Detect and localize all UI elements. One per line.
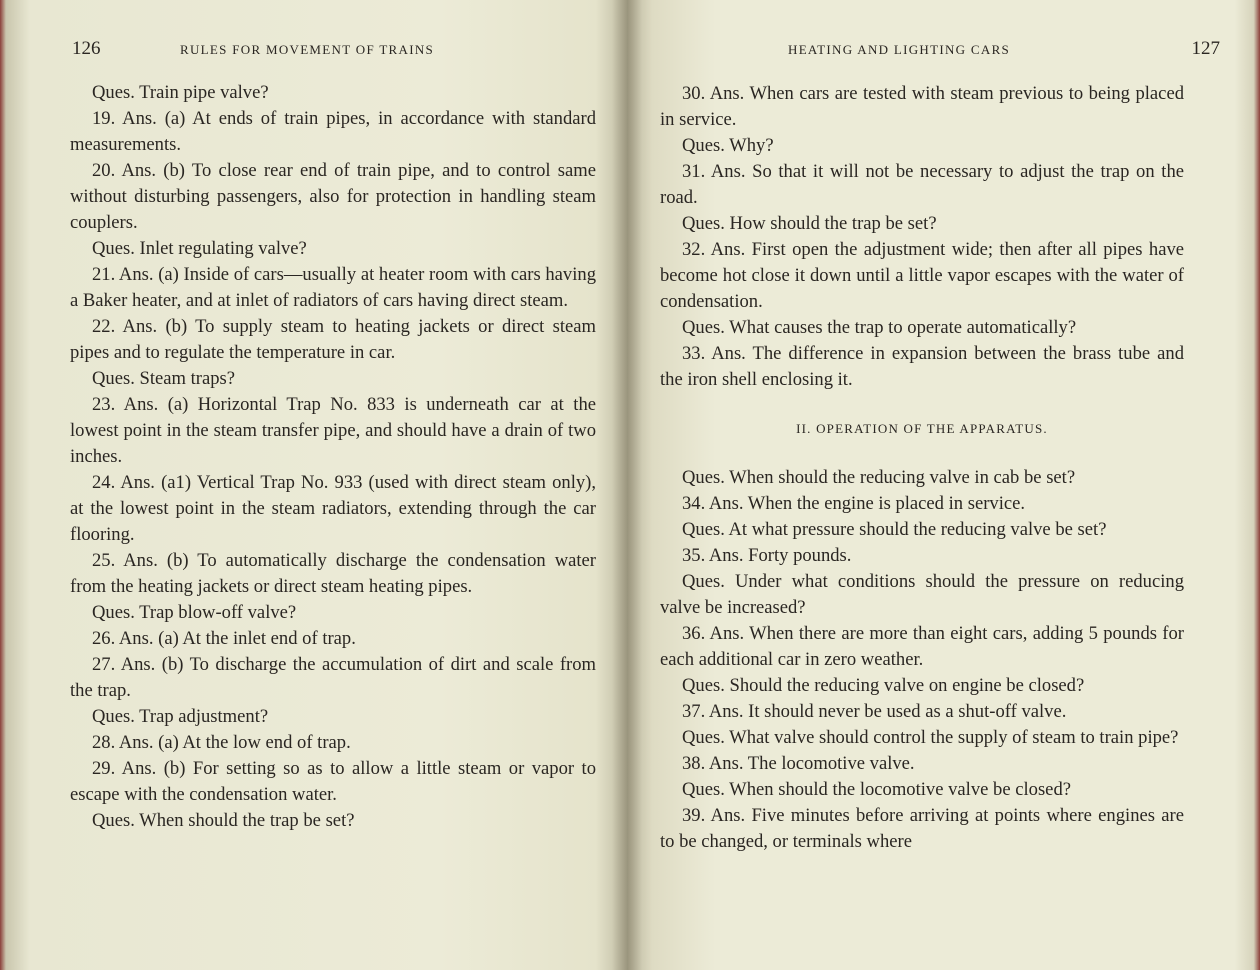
left-page-body [70, 80, 596, 834]
running-head-left: RULES FOR MOVEMENT OF TRAINS [180, 42, 435, 57]
paragraph: Ques. When should the trap be set? [92, 810, 355, 831]
paragraph: 23. Ans. (a) Horizontal Trap No. 833 is underneath car at the lowest point in the steam transfer pipe, and should have a drain of two inches. [70, 394, 596, 467]
running-head-right: HEATING AND LIGHTING CARS [788, 42, 1011, 57]
paragraph: 26. Ans. (a) At the inlet end of trap. [92, 628, 356, 649]
paragraph: 34. Ans. When the engine is placed in service. [682, 493, 1026, 514]
paragraph: Ques. When should the locomotive valve be closed? [682, 779, 1071, 800]
paragraph: 21. Ans. (a) Inside of cars—usually at heater room with cars having a Baker heater, and at inlet of radiators of cars having direct steam. [70, 264, 596, 311]
page-number-left: 126 [72, 38, 101, 59]
paragraph: Ques. Why? [682, 135, 774, 156]
paragraph: Ques. Trap adjustment? [92, 706, 269, 727]
paragraph: Ques. What valve should control the supply of steam to train pipe? [682, 727, 1179, 748]
paragraph: 19. Ans. (a) At ends of train pipes, in accordance with standard measurements. [70, 108, 596, 155]
paragraph: Ques. How should the trap be set? [682, 213, 937, 234]
paragraph: Ques. Under what conditions should the pressure on reducing valve be increased? [660, 571, 1184, 618]
paragraph: 30. Ans. When cars are tested with steam previous to being placed in service. [660, 83, 1184, 130]
paragraph: 20. Ans. (b) To close rear end of train pipe, and to control same without disturbing passengers, also for protection in handling steam couplers. [70, 160, 596, 233]
paragraph: 32. Ans. First open the adjustment wide; then after all pipes have become hot close it down until a little vapor escapes with the water of condensation. [660, 239, 1184, 312]
paragraph: 27. Ans. (b) To discharge the accumulation of dirt and scale from the trap. [70, 654, 596, 701]
paragraph: Ques. Inlet regulating valve? [92, 238, 307, 259]
paragraph: 36. Ans. When there are more than eight cars, adding 5 pounds for each additional car in zero weather. [660, 623, 1184, 670]
paragraph: 35. Ans. Forty pounds. [682, 545, 852, 566]
paragraph: 25. Ans. (b) To automatically discharge the condensation water from the heating jackets or direct steam heating pipes. [70, 550, 596, 597]
paragraph: Ques. At what pressure should the reducing valve be set? [682, 519, 1107, 540]
page-number-right: 127 [1191, 38, 1220, 59]
section-heading: II. OPERATION OF THE APPARATUS. [796, 421, 1048, 436]
paragraph: 33. Ans. The difference in expansion between the brass tube and the iron shell enclosing it. [660, 343, 1184, 390]
right-page-header [660, 38, 1220, 62]
paragraph: Ques. Should the reducing valve on engine be closed? [682, 675, 1085, 696]
paragraph: 28. Ans. (a) At the low end of trap. [92, 732, 351, 753]
paragraph: Ques. Trap blow-off valve? [92, 602, 297, 623]
right-page-body [660, 81, 1184, 855]
right-page [627, 0, 1260, 970]
paragraph: 24. Ans. (a1) Vertical Trap No. 933 (used with direct steam only), at the lowest point in the steam radiators, extending through the car flooring. [70, 472, 596, 545]
paragraph: 22. Ans. (b) To supply steam to heating jackets or direct steam pipes and to regulate the temperature in car. [70, 316, 596, 363]
paragraph: Ques. Train pipe valve? [92, 82, 269, 103]
paragraph: 38. Ans. The locomotive valve. [682, 753, 915, 774]
paragraph: 29. Ans. (b) For setting so as to allow a little steam or vapor to escape with the condensation water. [70, 758, 596, 805]
left-page [0, 0, 627, 970]
paragraph: 37. Ans. It should never be used as a shut-off valve. [682, 701, 1067, 722]
paragraph: 31. Ans. So that it will not be necessary to adjust the trap on the road. [660, 161, 1184, 208]
paragraph: Ques. Steam traps? [92, 368, 236, 389]
paragraph: 39. Ans. Five minutes before arriving at points where engines are to be changed, or terminals where [660, 805, 1184, 852]
book-gutter [612, 0, 642, 970]
left-page-header [72, 38, 602, 62]
paragraph: Ques. What causes the trap to operate automatically? [682, 317, 1077, 338]
paragraph: Ques. When should the reducing valve in cab be set? [682, 467, 1076, 488]
